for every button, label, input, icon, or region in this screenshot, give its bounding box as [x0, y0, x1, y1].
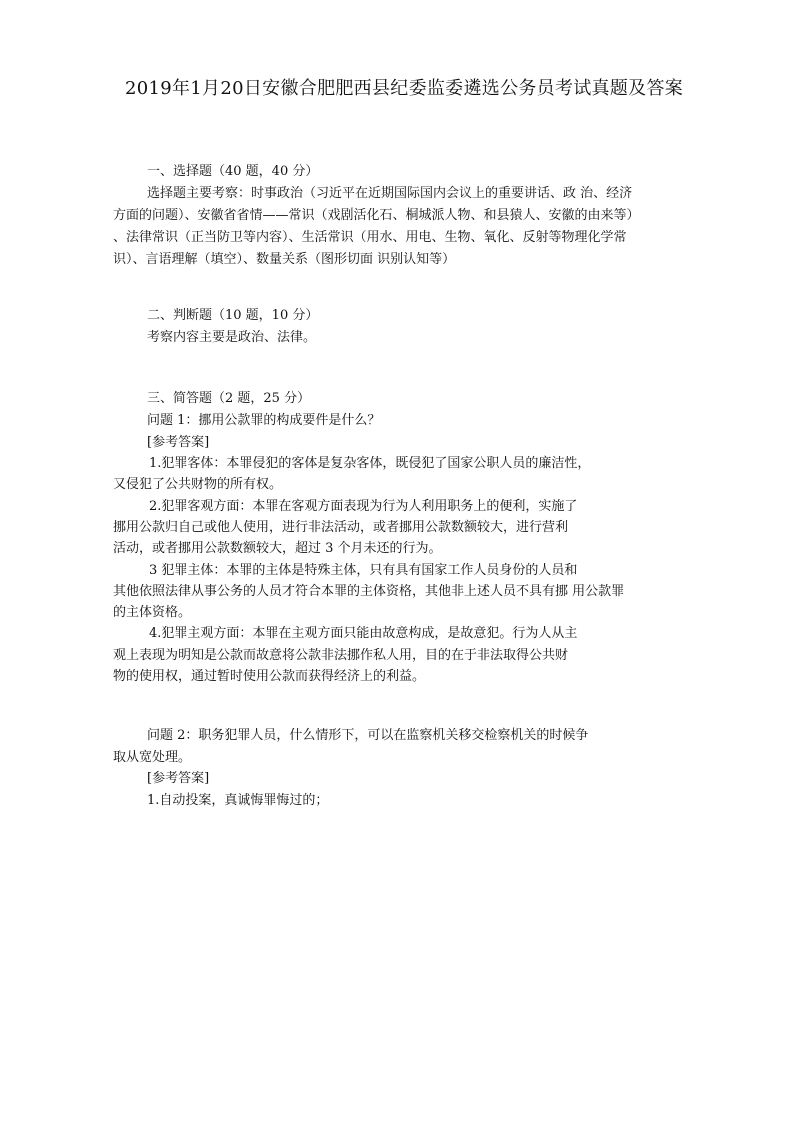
paragraph-line: 识）、言语理解（填空）、数量关系（图形切面 识别认知等）: [113, 252, 456, 267]
page-title: 2019年1月20日安徽合肥肥西县纪委监委遴选公务员考试真题及答案: [125, 78, 684, 99]
section-heading: 三、简答题（2 题，25 分）: [147, 391, 311, 406]
question-text: 取从宽处理。: [113, 750, 192, 765]
paragraph-line: 、法律常识（正当防卫等内容）、生活常识（用水、用电、生物、氧化、反射等物理化学常: [113, 230, 627, 245]
section-heading: 一、选择题（40 题，40 分）: [147, 164, 319, 179]
paragraph-line: 方面的问题）、安徽省省情——常识（戏剧活化石、桐城派人物、和县猿人、安徽的由来等）: [113, 208, 640, 223]
answer-line: 活动，或者挪用公款数额较大，超过 3 个月未还的行为。: [113, 541, 442, 556]
answer-line: 其他依照法律从事公务的人员才符合本罪的主体资格，其他非上述人员不具有挪 用公款罪: [113, 584, 625, 599]
answer-line: 3 犯罪主体：本罪的主体是特殊主体，只有具有国家工作人员身份的人员和: [149, 563, 578, 578]
answer-line: 2.犯罪客观方面：本罪在客观方面表现为行为人利用职务上的便利，实施了: [149, 499, 578, 514]
answer-line: 的主体资格。: [113, 605, 192, 620]
answer-line: 物的使用权，通过暂时使用公款而获得经济上的利益。: [113, 669, 426, 684]
paragraph-line: 考察内容主要是政治、法律。: [147, 330, 317, 345]
answer-line: 观上表现为明知是公款而故意将公款非法挪作私人用，目的在于非法取得公共财: [113, 648, 569, 663]
answer-label: [参考答案]: [147, 771, 210, 786]
answer-line: 又侵犯了公共财物的所有权。: [113, 477, 283, 492]
answer-label: [参考答案]: [147, 435, 210, 450]
question-text: 问题 2：职务犯罪人员，什么情形下，可以在监察机关移交检察机关的时候争: [147, 728, 589, 743]
answer-line: 1.犯罪客体：本罪侵犯的客体是复杂客体，既侵犯了国家公职人员的廉洁性，: [149, 456, 591, 471]
question-text: 问题 1：挪用公款罪的构成要件是什么？: [147, 413, 381, 428]
answer-line: 挪用公款归自己或他人使用，进行非法活动，或者挪用公款数额较大，进行营利: [113, 520, 569, 535]
answer-line: 4.犯罪主观方面：本罪在主观方面只能由故意构成，是故意犯。行为人从主: [149, 626, 578, 641]
paragraph-line: 选择题主要考察：时事政治（习近平在近期国际国内会议上的重要讲话、政 治、经济: [147, 186, 633, 201]
section-heading: 二、判断题（10 题，10 分）: [147, 308, 319, 323]
answer-line: 1.自动投案，真诚悔罪悔过的；: [147, 793, 329, 808]
